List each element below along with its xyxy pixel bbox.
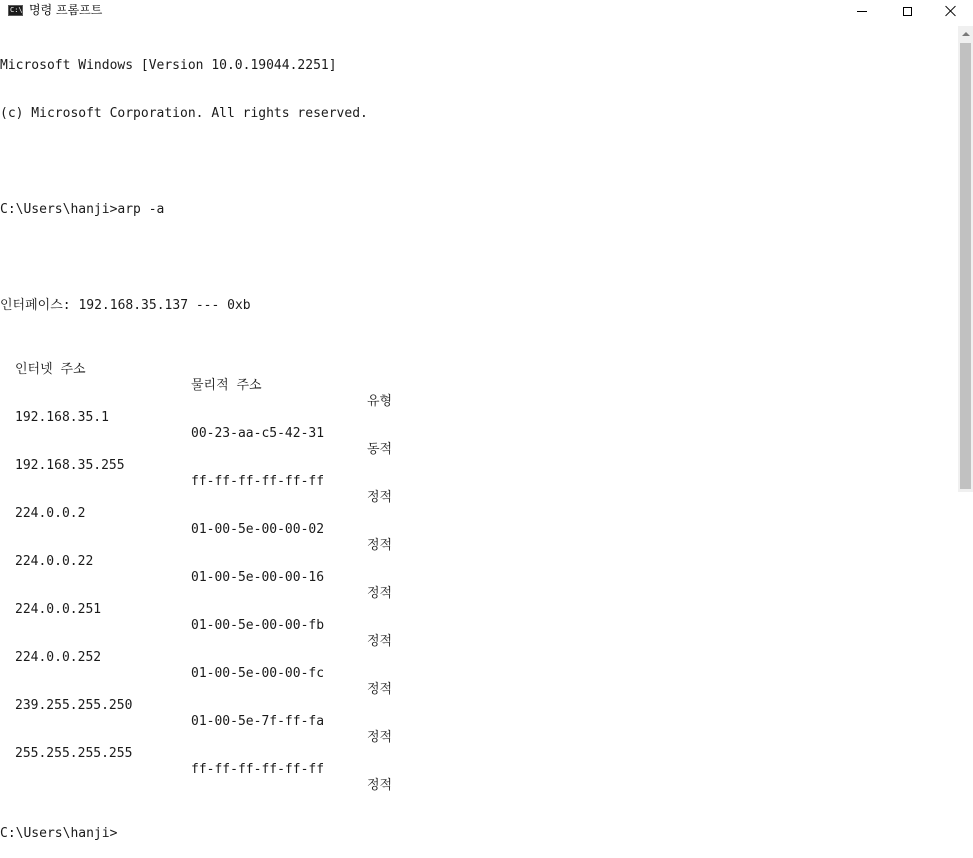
arp-type: 정적 <box>367 538 393 553</box>
console-output[interactable] <box>0 26 958 841</box>
arp-table-row <box>0 634 958 697</box>
scrollbar-thumb[interactable] <box>960 43 971 489</box>
arp-mac: ff-ff-ff-ff-ff-ff <box>191 762 325 777</box>
arp-ip: 255.255.255.255 <box>15 746 133 761</box>
console-icon: C:\ <box>10 6 23 14</box>
maximize-button[interactable] <box>885 0 929 22</box>
arp-table-row <box>0 586 958 649</box>
minimize-button[interactable] <box>840 0 884 22</box>
arp-type: 정적 <box>367 682 393 697</box>
arp-mac: 00-23-aa-c5-42-31 <box>191 426 325 441</box>
arp-ip: 224.0.0.2 <box>15 506 86 521</box>
arp-table-row <box>0 682 958 745</box>
arp-table-row <box>0 730 958 793</box>
console-copyright-line: (c) Microsoft Corporation. All rights reserved. <box>0 106 368 121</box>
arp-ip: 192.168.35.255 <box>15 458 125 473</box>
column-header-type: 유형 <box>367 394 393 409</box>
arp-type: 정적 <box>367 634 393 649</box>
arp-ip: 239.255.255.250 <box>15 698 133 713</box>
arp-column-headers <box>0 346 958 409</box>
arp-type: 정적 <box>367 778 393 793</box>
arp-interface-line: 인터페이스: 192.168.35.137 --- 0xb <box>0 298 251 313</box>
arp-mac: 01-00-5e-00-00-fc <box>191 666 325 681</box>
arp-ip: 224.0.0.251 <box>15 602 102 617</box>
console-header-line: Microsoft Windows [Version 10.0.19044.2251] <box>0 58 337 73</box>
arp-mac: 01-00-5e-7f-ff-fa <box>191 714 325 729</box>
vertical-scrollbar[interactable] <box>958 26 973 492</box>
arp-ip: 192.168.35.1 <box>15 410 109 425</box>
arp-type: 정적 <box>367 490 393 505</box>
arp-table-row <box>0 442 958 505</box>
title-bar[interactable] <box>0 0 973 22</box>
arp-type: 정적 <box>367 586 393 601</box>
arp-type: 정적 <box>367 730 393 745</box>
arp-ip: 224.0.0.22 <box>15 554 94 569</box>
arp-mac: 01-00-5e-00-00-02 <box>191 522 325 537</box>
arp-ip: 224.0.0.252 <box>15 650 102 665</box>
maximize-icon <box>903 7 912 16</box>
close-button[interactable] <box>929 0 973 22</box>
arp-table-row <box>0 538 958 601</box>
minimize-icon <box>857 11 867 12</box>
scroll-up-arrow-icon[interactable] <box>958 26 973 42</box>
arp-mac: 01-00-5e-00-00-16 <box>191 570 325 585</box>
column-header-physical-address: 물리적 주소 <box>191 378 262 393</box>
close-icon <box>945 5 957 17</box>
arp-mac: 01-00-5e-00-00-fb <box>191 618 325 633</box>
column-header-internet-address: 인터넷 주소 <box>15 362 86 377</box>
console-command-line: C:\Users\hanji>arp -a <box>0 202 165 217</box>
console-prompt[interactable]: C:\Users\hanji> <box>0 826 118 841</box>
arp-table-row <box>0 394 958 457</box>
arp-type: 동적 <box>367 442 393 457</box>
arp-mac: ff-ff-ff-ff-ff-ff <box>191 474 325 489</box>
window-title: 명령 프롬프트 <box>29 3 103 17</box>
arp-table-row <box>0 490 958 553</box>
